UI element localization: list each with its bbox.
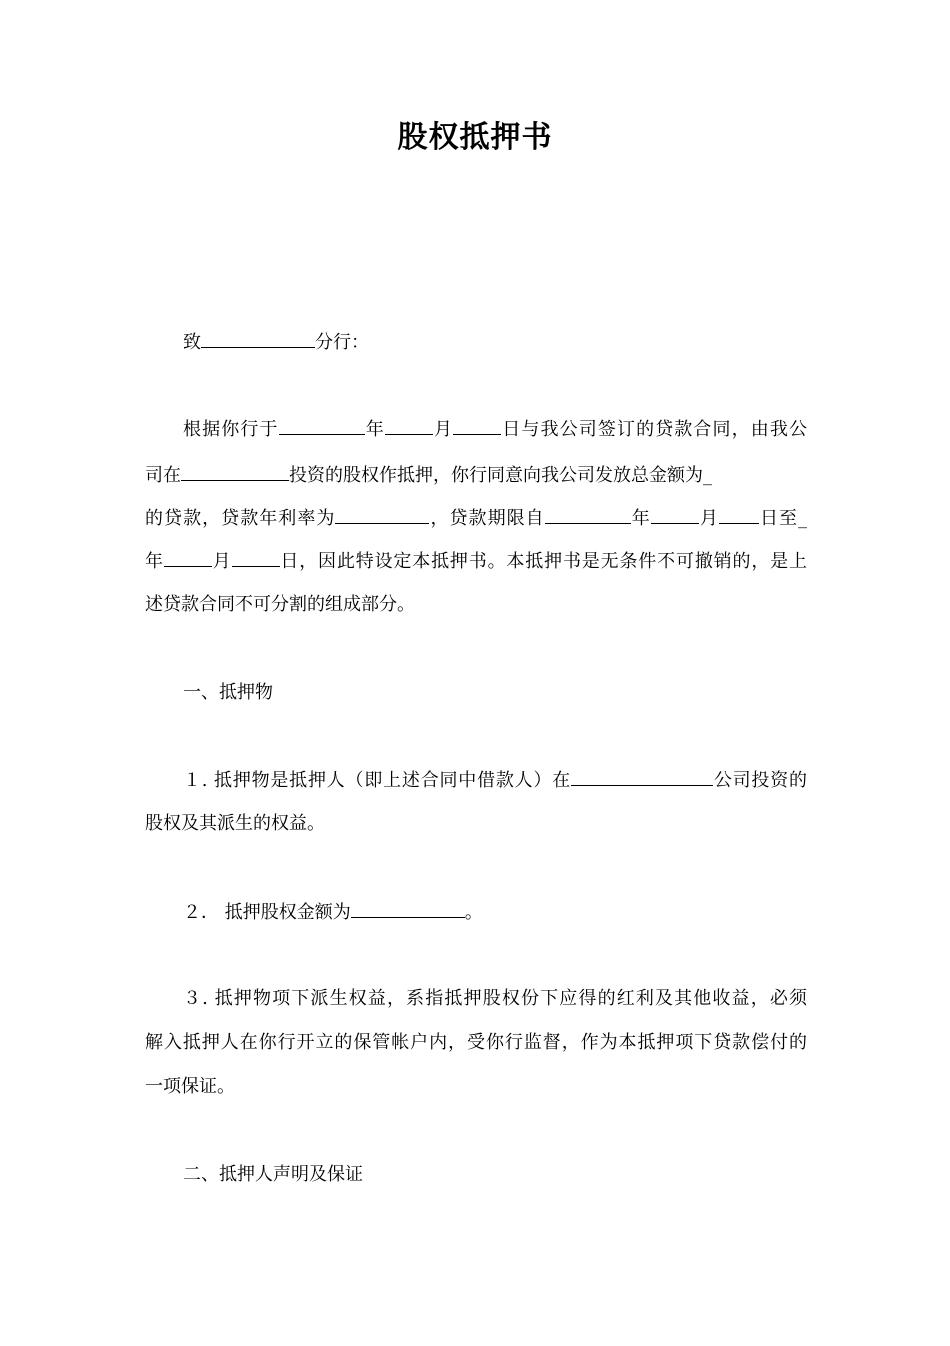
item-1-line-2: 股权及其派生的权益。 [145, 813, 325, 834]
intro-text: ，贷款期限自 [429, 508, 545, 529]
intro-line-3 [145, 505, 807, 532]
item-text: 。 [464, 902, 483, 923]
company-blank [181, 462, 289, 481]
branch-blank [201, 329, 315, 348]
intro-line-4 [145, 548, 807, 575]
item-text: 公司投资的 [713, 770, 807, 791]
item-3-line-1: ３. 抵押物项下派生权益，系指抵押股权份下应得的红利及其他收益，必须 [183, 988, 807, 1009]
item-text: ２． 抵押股权金额为 [183, 902, 351, 923]
intro-line-1 [145, 416, 807, 443]
intro-text: 日，因此特设定本抵押书。本抵押书是无条件不可撤销的，是上 [279, 551, 808, 572]
year-blank [545, 505, 631, 524]
intro-text: 司在 [145, 465, 181, 486]
intro-text: 月 [432, 419, 454, 440]
intro-text: 日与我公司签订的贷款合同，由我公 [501, 419, 808, 440]
intro-text: 月 [211, 551, 232, 572]
salutation [145, 329, 807, 356]
item-3-line-2: 解入抵押人在你行开立的保管帐户内，受你行监督，作为本抵押项下贷款偿付的 [145, 1032, 807, 1053]
intro-text: 根据你行于 [183, 419, 279, 440]
item-2-line [145, 899, 807, 926]
item-3-line-3: 一项保证。 [145, 1076, 235, 1097]
section-2-heading: 二、抵押人声明及保证 [183, 1164, 363, 1185]
item-1-line-1 [145, 767, 807, 794]
month-blank [385, 416, 433, 435]
intro-text: 月 [698, 508, 719, 529]
day-blank [719, 505, 759, 524]
intro-text: 年 [364, 419, 385, 440]
day-blank [453, 416, 501, 435]
intro-text: 的贷款，贷款年利率为 [145, 508, 336, 529]
intro-line-5: 述贷款合同不可分割的组成部分。 [145, 594, 415, 615]
intro-text: 年 [630, 508, 651, 529]
investment-company-blank [571, 767, 713, 786]
month-blank [651, 505, 699, 524]
year-blank [279, 416, 365, 435]
rate-blank [335, 505, 429, 524]
document-title: 股权抵押书 [397, 120, 553, 155]
intro-text: 投资的股权作抵押，你行同意向我公司发放总金额为_ [289, 465, 712, 486]
intro-text: 日至_ [758, 508, 808, 529]
salutation-prefix: 致 [183, 332, 201, 353]
section-1-heading: 一、抵押物 [183, 682, 273, 703]
amount-blank [351, 899, 465, 918]
month-blank [164, 548, 212, 567]
day-blank [232, 548, 280, 567]
intro-line-2 [145, 462, 807, 489]
item-text: １. 抵押物是抵押人（即上述合同中借款人）在 [183, 770, 572, 791]
salutation-suffix: 分行： [315, 332, 369, 353]
intro-text: 年 [145, 551, 164, 572]
